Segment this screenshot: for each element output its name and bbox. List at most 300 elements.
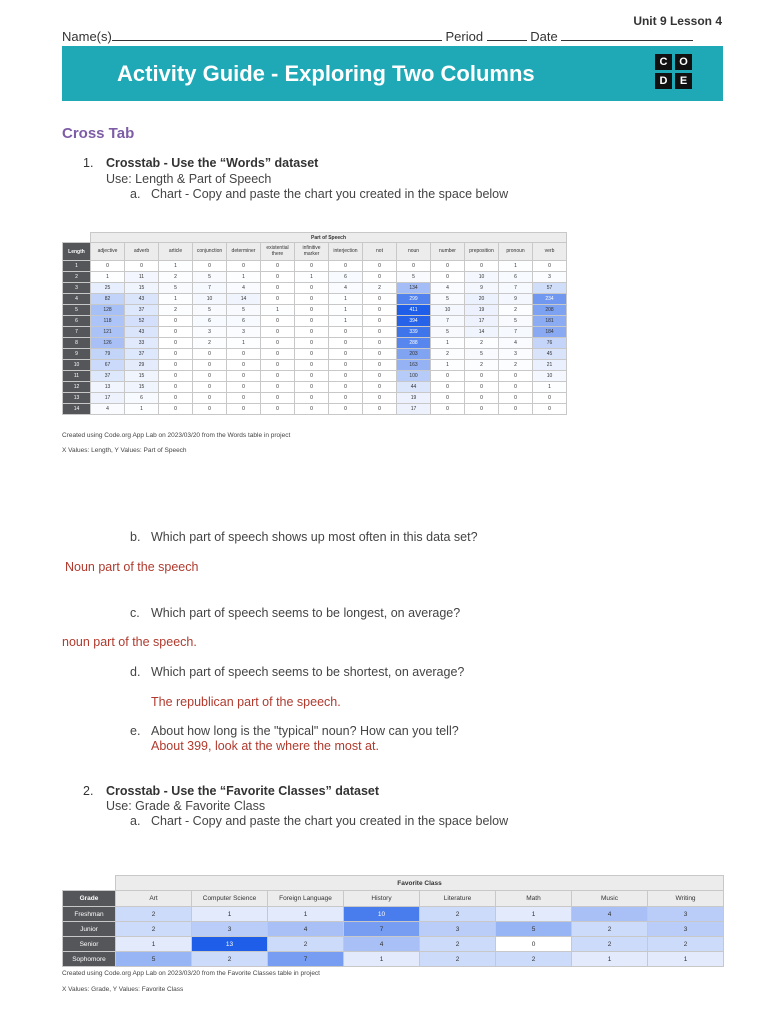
table-row — [63, 922, 724, 937]
table-cell: 6 — [125, 393, 159, 404]
table-cell: 0 — [295, 382, 329, 393]
table-cell: 2 — [420, 952, 496, 967]
row-label: 2 — [63, 272, 91, 283]
table-cell: 1 — [91, 272, 125, 283]
table-cell: 0 — [295, 294, 329, 305]
table-cell: 7 — [431, 316, 465, 327]
table-cell: 0 — [193, 371, 227, 382]
table-cell: 1 — [159, 294, 193, 305]
words-crosstab — [62, 232, 567, 415]
table-cell: 0 — [465, 404, 499, 415]
table-cell: 1 — [431, 338, 465, 349]
logo-letter: C — [655, 54, 672, 70]
table-cell: 0 — [431, 393, 465, 404]
table-cell: 5 — [193, 272, 227, 283]
row-label: 3 — [63, 283, 91, 294]
table-cell: 7 — [268, 952, 344, 967]
table-row — [63, 907, 724, 922]
table-cell: 0 — [363, 327, 397, 338]
table-cell: 0 — [227, 393, 261, 404]
table-cell: 0 — [295, 393, 329, 404]
table-cell: 181 — [533, 316, 567, 327]
table-cell: 0 — [329, 327, 363, 338]
table-cell: 2 — [465, 360, 499, 371]
row-label: 11 — [63, 371, 91, 382]
table-row — [63, 305, 567, 316]
table-cell: 0 — [431, 261, 465, 272]
table-cell: 1 — [496, 907, 572, 922]
logo-letter: D — [655, 73, 672, 89]
table-cell: 43 — [125, 327, 159, 338]
table-cell: 5 — [431, 294, 465, 305]
table-cell: 17 — [397, 404, 431, 415]
column-header: pronoun — [499, 243, 533, 261]
table-cell: 0 — [363, 349, 397, 360]
corner-cell — [63, 876, 116, 891]
table-cell: 0 — [261, 283, 295, 294]
table-cell: 2 — [116, 907, 192, 922]
table-cell: 2 — [420, 937, 496, 952]
table-cell: 0 — [363, 338, 397, 349]
table-cell: 0 — [465, 393, 499, 404]
column-header: interjection — [329, 243, 363, 261]
column-header: History — [344, 891, 420, 907]
table-cell: 0 — [329, 349, 363, 360]
table-cell: 0 — [329, 393, 363, 404]
column-header: verb — [533, 243, 567, 261]
column-header: not — [363, 243, 397, 261]
table-row — [63, 316, 567, 327]
table-cell: 15 — [125, 283, 159, 294]
table-cell: 0 — [295, 283, 329, 294]
table-row — [63, 338, 567, 349]
table-cell: 29 — [125, 360, 159, 371]
column-header: conjunction — [193, 243, 227, 261]
q1a-letter: a. — [130, 187, 141, 201]
table-cell: 2 — [496, 952, 572, 967]
table-cell: 79 — [91, 349, 125, 360]
table-row — [63, 283, 567, 294]
table-cell: 7 — [344, 922, 420, 937]
table-cell: 37 — [125, 305, 159, 316]
table-cell: 0 — [91, 261, 125, 272]
table-cell: 121 — [91, 327, 125, 338]
q1-title: Crosstab - Use the “Words” dataset — [106, 156, 319, 170]
table-cell: 6 — [193, 316, 227, 327]
column-header: Music — [572, 891, 648, 907]
table-row — [63, 371, 567, 382]
q1-use: Use: Length & Part of Speech — [106, 172, 272, 186]
date-blank — [561, 29, 693, 41]
table-cell: 394 — [397, 316, 431, 327]
table-cell: 0 — [261, 360, 295, 371]
table-cell: 0 — [397, 261, 431, 272]
table-cell: 82 — [91, 294, 125, 305]
table-cell: 1 — [227, 338, 261, 349]
group-header: Favorite Class — [116, 876, 724, 891]
column-header: Math — [496, 891, 572, 907]
table-cell: 4 — [431, 283, 465, 294]
column-header: Foreign Language — [268, 891, 344, 907]
table-cell: 10 — [193, 294, 227, 305]
column-header: Writing — [648, 891, 724, 907]
table-cell: 0 — [499, 382, 533, 393]
table-cell: 0 — [329, 338, 363, 349]
table-cell: 1 — [648, 952, 724, 967]
logo-letter: O — [675, 54, 692, 70]
table-cell: 0 — [465, 371, 499, 382]
table-cell: 0 — [261, 272, 295, 283]
table-cell: 299 — [397, 294, 431, 305]
q2-number: 2. — [83, 784, 94, 798]
table-cell: 4 — [499, 338, 533, 349]
table-cell: 0 — [193, 382, 227, 393]
table-cell: 0 — [261, 338, 295, 349]
table-cell: 1 — [329, 305, 363, 316]
table-cell: 9 — [499, 294, 533, 305]
table-cell: 0 — [295, 261, 329, 272]
table-row — [63, 382, 567, 393]
table-cell: 10 — [533, 371, 567, 382]
favorite-classes-crosstab — [62, 875, 724, 967]
table-cell: 0 — [431, 272, 465, 283]
table-cell: 0 — [533, 393, 567, 404]
q1e-text: About how long is the "typical" noun? How can you tell? — [151, 724, 459, 738]
table-cell: 0 — [261, 327, 295, 338]
table-cell: 52 — [125, 316, 159, 327]
table-row — [63, 272, 567, 283]
table-cell: 128 — [91, 305, 125, 316]
table-cell: 2 — [420, 907, 496, 922]
table-cell: 0 — [295, 404, 329, 415]
table-cell: 0 — [363, 294, 397, 305]
table-cell: 0 — [193, 261, 227, 272]
table-cell: 1 — [431, 360, 465, 371]
table-cell: 184 — [533, 327, 567, 338]
q2-use: Use: Grade & Favorite Class — [106, 799, 266, 813]
table-cell: 2 — [159, 305, 193, 316]
table-cell: 2 — [572, 922, 648, 937]
corner-cell — [63, 233, 91, 243]
column-header: determiner — [227, 243, 261, 261]
logo-letter: E — [675, 73, 692, 89]
row-label: 7 — [63, 327, 91, 338]
table-cell: 2 — [648, 937, 724, 952]
table-cell: 0 — [363, 404, 397, 415]
table-cell: 57 — [533, 283, 567, 294]
table-cell: 5 — [116, 952, 192, 967]
table-cell: 0 — [499, 371, 533, 382]
table-cell: 3 — [192, 922, 268, 937]
table-cell: 0 — [465, 382, 499, 393]
table-cell: 17 — [91, 393, 125, 404]
column-header: Computer Science — [192, 891, 268, 907]
table-row — [63, 261, 567, 272]
column-header: adverb — [125, 243, 159, 261]
table-cell: 2 — [268, 937, 344, 952]
table-cell: 13 — [91, 382, 125, 393]
table-cell: 7 — [499, 283, 533, 294]
table-cell: 0 — [159, 360, 193, 371]
classes-caption: Created using Code.org App Lab on 2023/03/20 from the Favorite Classes table in project — [62, 970, 320, 977]
table-cell: 0 — [193, 349, 227, 360]
table-cell: 0 — [261, 371, 295, 382]
table-cell: 5 — [499, 316, 533, 327]
table-cell: 134 — [397, 283, 431, 294]
table-cell: 17 — [465, 316, 499, 327]
row-header-label: Grade — [63, 891, 116, 907]
table-cell: 0 — [363, 305, 397, 316]
table-cell: 3 — [648, 922, 724, 937]
row-label: Freshman — [63, 907, 116, 922]
table-cell: 19 — [465, 305, 499, 316]
table-cell: 0 — [261, 316, 295, 327]
q1d-text: Which part of speech seems to be shortest, on average? — [151, 665, 465, 679]
table-cell: 10 — [465, 272, 499, 283]
table-row — [63, 952, 724, 967]
table-cell: 0 — [431, 382, 465, 393]
table-cell: 37 — [125, 349, 159, 360]
words-axes-note: X Values: Length, Y Values: Part of Speech — [62, 447, 187, 454]
period-label: Period — [445, 29, 484, 44]
table-cell: 14 — [227, 294, 261, 305]
table-row — [63, 937, 724, 952]
table-cell: 0 — [295, 305, 329, 316]
table-cell: 10 — [344, 907, 420, 922]
table-cell: 4 — [227, 283, 261, 294]
table-cell: 11 — [125, 272, 159, 283]
row-label: Junior — [63, 922, 116, 937]
table-cell: 6 — [499, 272, 533, 283]
table-cell: 4 — [91, 404, 125, 415]
name-period-date-line — [62, 29, 693, 44]
table-cell: 0 — [261, 393, 295, 404]
row-label: 9 — [63, 349, 91, 360]
table-cell: 0 — [363, 371, 397, 382]
classes-axes-note: X Values: Grade, Y Values: Favorite Class — [62, 986, 184, 993]
table-row — [63, 327, 567, 338]
unit-lesson-label: Unit 9 Lesson 4 — [633, 14, 722, 28]
table-cell: 1 — [344, 952, 420, 967]
table-cell: 0 — [295, 371, 329, 382]
table-cell: 0 — [431, 371, 465, 382]
words-caption: Created using Code.org App Lab on 2023/03/20 from the Words table in project — [62, 432, 291, 439]
table-cell: 4 — [329, 283, 363, 294]
table-cell: 339 — [397, 327, 431, 338]
table-cell: 2 — [116, 922, 192, 937]
table-cell: 0 — [159, 349, 193, 360]
table-row — [63, 404, 567, 415]
q1b-text: Which part of speech shows up most often in this data set? — [151, 530, 478, 544]
table-cell: 0 — [329, 371, 363, 382]
q1-number: 1. — [83, 156, 94, 170]
table-cell: 0 — [227, 371, 261, 382]
column-header: noun — [397, 243, 431, 261]
table-cell: 2 — [159, 272, 193, 283]
table-cell: 208 — [533, 305, 567, 316]
table-cell: 0 — [363, 261, 397, 272]
table-cell: 1 — [227, 272, 261, 283]
table-cell: 0 — [261, 382, 295, 393]
column-header: existential there — [261, 243, 295, 261]
table-cell: 0 — [533, 404, 567, 415]
table-cell: 5 — [431, 327, 465, 338]
table-cell: 0 — [363, 316, 397, 327]
q2a-letter: a. — [130, 814, 141, 828]
table-row — [63, 360, 567, 371]
table-cell: 5 — [465, 349, 499, 360]
table-cell: 5 — [397, 272, 431, 283]
table-cell: 0 — [261, 261, 295, 272]
title-banner — [62, 46, 723, 101]
table-cell: 13 — [192, 937, 268, 952]
table-cell: 0 — [363, 360, 397, 371]
q1d-answer: The republican part of the speech. — [151, 695, 341, 709]
row-label: 5 — [63, 305, 91, 316]
table-cell: 0 — [193, 393, 227, 404]
q1b-answer: Noun part of the speech — [65, 560, 199, 574]
table-cell: 3 — [193, 327, 227, 338]
row-label: 10 — [63, 360, 91, 371]
row-header-label: Length — [63, 243, 91, 261]
table-cell: 3 — [227, 327, 261, 338]
table-cell: 1 — [125, 404, 159, 415]
table-cell: 1 — [329, 316, 363, 327]
table-cell: 4 — [268, 922, 344, 937]
table-cell: 0 — [227, 382, 261, 393]
row-label: 4 — [63, 294, 91, 305]
table-row — [63, 294, 567, 305]
q1c-letter: c. — [130, 606, 140, 620]
table-cell: 0 — [363, 393, 397, 404]
table-cell: 0 — [465, 261, 499, 272]
q1a-text: Chart - Copy and paste the chart you created in the space below — [151, 187, 509, 201]
table-cell: 15 — [125, 371, 159, 382]
table-cell: 4 — [572, 907, 648, 922]
table-cell: 2 — [192, 952, 268, 967]
table-cell: 6 — [227, 316, 261, 327]
row-label: 14 — [63, 404, 91, 415]
table-cell: 1 — [499, 261, 533, 272]
table-cell: 0 — [193, 360, 227, 371]
q1e-answer: About 399, look at the where the most at. — [151, 739, 379, 753]
table-cell: 2 — [499, 305, 533, 316]
q1c-text: Which part of speech seems to be longest, on average? — [151, 606, 461, 620]
table-cell: 3 — [648, 907, 724, 922]
table-cell: 21 — [533, 360, 567, 371]
period-blank — [487, 29, 527, 41]
table-cell: 411 — [397, 305, 431, 316]
row-label: 13 — [63, 393, 91, 404]
table-cell: 0 — [329, 360, 363, 371]
table-cell: 5 — [227, 305, 261, 316]
table-cell: 234 — [533, 294, 567, 305]
table-cell: 0 — [295, 338, 329, 349]
table-cell: 67 — [91, 360, 125, 371]
row-label: 8 — [63, 338, 91, 349]
column-header: Literature — [420, 891, 496, 907]
table-cell: 0 — [295, 349, 329, 360]
table-cell: 6 — [329, 272, 363, 283]
table-cell: 2 — [363, 283, 397, 294]
table-cell: 45 — [533, 349, 567, 360]
column-header: preposition — [465, 243, 499, 261]
table-cell: 0 — [295, 327, 329, 338]
table-cell: 0 — [363, 272, 397, 283]
table-cell: 0 — [499, 404, 533, 415]
table-cell: 0 — [499, 393, 533, 404]
table-cell: 0 — [159, 382, 193, 393]
table-cell: 0 — [159, 316, 193, 327]
table-cell: 5 — [159, 283, 193, 294]
table-cell: 3 — [499, 349, 533, 360]
page-title: Activity Guide - Exploring Two Columns — [117, 61, 535, 86]
table-cell: 1 — [533, 382, 567, 393]
table-cell: 20 — [465, 294, 499, 305]
table-cell: 2 — [431, 349, 465, 360]
table-cell: 10 — [431, 305, 465, 316]
table-cell: 37 — [91, 371, 125, 382]
table-cell: 2 — [465, 338, 499, 349]
name-blank — [112, 29, 442, 41]
row-label: Senior — [63, 937, 116, 952]
table-cell: 0 — [261, 294, 295, 305]
table-cell: 1 — [192, 907, 268, 922]
table-cell: 0 — [159, 393, 193, 404]
row-label: Sophomore — [63, 952, 116, 967]
table-cell: 1 — [295, 272, 329, 283]
table-cell: 5 — [496, 922, 572, 937]
q2a-text: Chart - Copy and paste the chart you created in the space below — [151, 814, 509, 828]
name-label: Name(s) — [62, 29, 112, 44]
table-cell: 0 — [295, 316, 329, 327]
table-cell: 0 — [329, 404, 363, 415]
table-cell: 100 — [397, 371, 431, 382]
table-cell: 0 — [431, 404, 465, 415]
table-cell: 0 — [227, 360, 261, 371]
table-cell: 0 — [329, 261, 363, 272]
group-header: Part of Speech — [91, 233, 567, 243]
column-header: infinitive marker — [295, 243, 329, 261]
row-label: 12 — [63, 382, 91, 393]
table-cell: 14 — [465, 327, 499, 338]
table-cell: 203 — [397, 349, 431, 360]
table-cell: 0 — [261, 404, 295, 415]
table-cell: 0 — [261, 349, 295, 360]
code-logo — [655, 54, 695, 92]
table-cell: 118 — [91, 316, 125, 327]
table-cell: 33 — [125, 338, 159, 349]
table-cell: 7 — [193, 283, 227, 294]
table-cell: 0 — [159, 404, 193, 415]
table-cell: 0 — [159, 338, 193, 349]
table-cell: 2 — [499, 360, 533, 371]
table-cell: 76 — [533, 338, 567, 349]
section-title: Cross Tab — [62, 125, 135, 142]
q1c-answer: noun part of the speech. — [62, 635, 197, 649]
table-cell: 0 — [533, 261, 567, 272]
table-cell: 288 — [397, 338, 431, 349]
q1d-letter: d. — [130, 665, 141, 679]
table-cell: 0 — [227, 261, 261, 272]
table-row — [63, 393, 567, 404]
table-cell: 0 — [227, 349, 261, 360]
table-cell: 25 — [91, 283, 125, 294]
table-cell: 1 — [329, 294, 363, 305]
table-cell: 5 — [193, 305, 227, 316]
table-cell: 7 — [499, 327, 533, 338]
column-header: number — [431, 243, 465, 261]
